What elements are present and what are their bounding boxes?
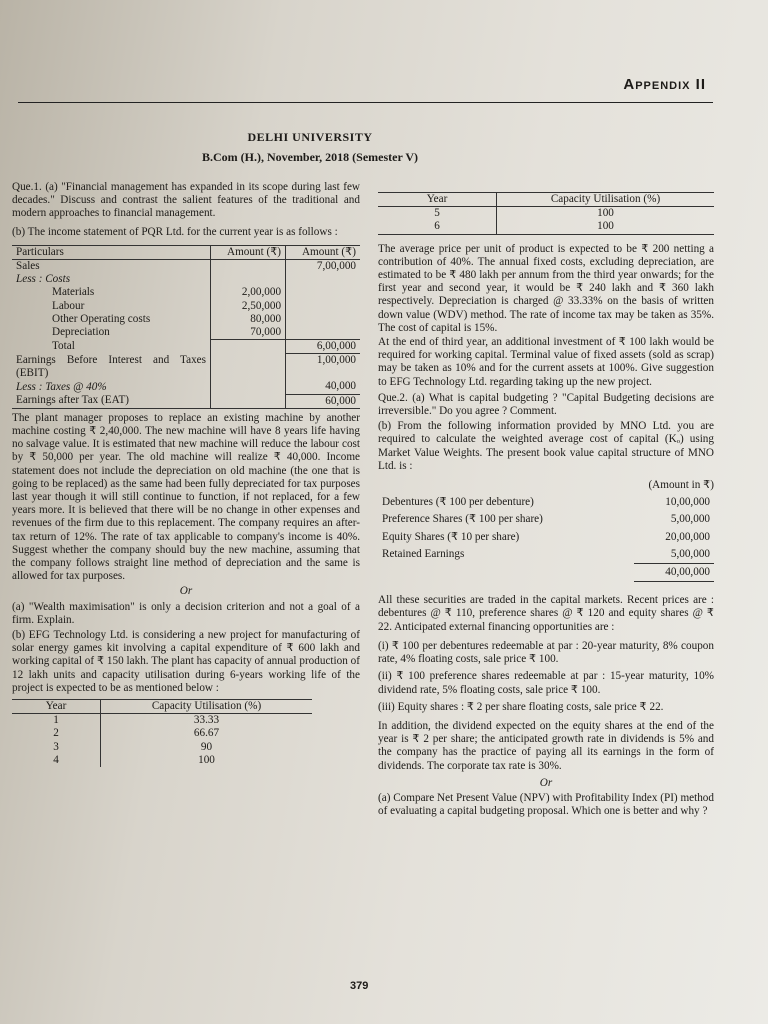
appendix-header: Appendix II xyxy=(623,76,706,93)
capital-structure-table xyxy=(378,494,714,582)
table-row: Earnings after Tax (EAT) 60,000 xyxy=(12,394,360,408)
table-header: Amount (₹) xyxy=(286,245,360,259)
table-row: Equity Shares (₹ 10 per share) 20,00,000 xyxy=(382,530,710,543)
q2-part-a: Que.2. (a) What is capital budgeting ? "Capital Budgeting decisions are irreversible." Do you agree ? Comment. xyxy=(378,391,714,418)
capacity-table-2 xyxy=(378,192,714,235)
q2-option-1: (i) ₹ 100 per debentures redeemable at par : 20-year maturity, 8% coupon rate, 4% floating costs, sale price ₹ 100. xyxy=(378,639,714,666)
table-row: Materials 2,00,000 xyxy=(12,286,360,299)
table-header: Year xyxy=(426,193,448,205)
q2-option-3: (iii) Equity shares : ₹ 2 per share floating costs, sale price ₹ 22. xyxy=(378,700,664,713)
table-header: Particulars xyxy=(16,245,64,258)
q1-part-b-text: The plant manager proposes to replace an existing machine by another machine costing ₹ 2,40,000. The new machine will have 8 years life having no salvage value. It is estimated that new machine will reduce the labour cost by ₹ 50,000 per year. The old machine will realize ₹ 40,000. Income statement does not include the depreciation on old machine (the one that is going to be replaced) as the same had been fully depreciated for tax purposes last year though it will still continue to function, if not replaced, for a few years more. It is believed that there will be no change in other expenses and revenues of the firm due to this replacement. The company requires an after-tax return of 12%. The rate of tax applicable to company's income is 40%. Suggest whether the company should buy the new machine, assuming that the company follows straight line method of depreciation and the same is allowed for tax purposes. xyxy=(12,411,360,583)
page-number: 379 xyxy=(350,980,369,992)
q1-right-text: The average price per unit of product is expected to be ₹ 200 netting a contribution of 40%. The annual fixed costs, excluding depreciation, are estimated to be ₹ 480 lakh per annum from the third year onwards; for the first year and second year, it would be ₹ 240 lakh and ₹ 360 lakh respectively. Depreciation is charged @ 33.33% on the basis of written down value (WDV) method. The rate of income tax may be taken as 35%. The cost of capital is 15%. xyxy=(378,242,714,334)
table-header: Capacity Utilisation (%) xyxy=(497,193,715,207)
table-header: Amount (₹) xyxy=(211,245,286,259)
exam-title: B.Com (H.), November, 2018 (Semester V) xyxy=(201,150,419,164)
table-row: Other Operating costs 80,000 xyxy=(12,313,360,326)
table-row: 5 100 xyxy=(378,207,714,221)
table-row: 6 100 xyxy=(378,220,714,234)
or-label: Or xyxy=(539,776,553,789)
q1-part-a: Que.1. (a) "Financial management has expanded in its scope during last few decades." Discuss and contrast the salient features of the traditional and modern approaches to financial management. xyxy=(12,181,360,220)
q2-dividend-text: In addition, the dividend expected on the equity shares at the end of the year is ₹ 2 per share; the anticipated growth rate in dividends is 5% and the company has the practice of paying all its earnings in the form of dividends. The corporate tax rate is 30%. xyxy=(378,719,714,772)
q2-option-2: (ii) ₹ 100 preference shares redeemable at par : 15-year maturity, 10% dividend rate, 5% floating costs, sale price ₹ 100. xyxy=(378,670,714,696)
table-header: Capacity Utilisation (%) xyxy=(101,700,313,714)
q1-alt-part-b: (b) EFG Technology Ltd. is considering a new project for manufacturing of solar energy games kit involving a capital expenditure of ₹ 600 lakh and working capital of ₹ 150 lakh. The plant has capacity of annual production of 12 lakh units and capacity utilisation during 6-years working life of the project is expected to be as mentioned below : xyxy=(12,629,360,694)
amount-heading: (Amount in ₹) xyxy=(648,479,714,492)
table-row: Debentures (₹ 100 per debenture) 10,00,000 xyxy=(382,496,710,509)
table-row: Less : Taxes @ 40% 40,000 xyxy=(12,380,360,394)
table-row: 40,00,000 xyxy=(378,564,714,582)
table-row: Total 6,00,000 xyxy=(12,340,360,354)
income-statement-table xyxy=(12,245,360,409)
table-row: 4 100 xyxy=(12,754,312,767)
header-rule xyxy=(18,102,713,103)
q1-right-text-2: At the end of third year, an additional investment of ₹ 100 lakh would be required for working capital. Terminal value of fixed assets (sold as scrap) may be taken as 10% and for the current assets at 100%. Give suggestion to EFG Technology Ltd. regarding taking up the new project. xyxy=(378,336,714,388)
table-row: Depreciation 70,000 xyxy=(12,326,360,340)
q1-alt-part-a: (a) "Wealth maximisation" is only a decision criterion and not a goal of a firm. Explain. xyxy=(12,600,360,626)
or-label: Or xyxy=(179,585,193,598)
q1-part-b-intro: (b) The income statement of PQR Ltd. for the current year is as follows : xyxy=(12,225,338,238)
capacity-table-1 xyxy=(12,699,312,767)
table-header: Year xyxy=(45,700,67,713)
right-column xyxy=(378,192,714,818)
q2-part-b: (b) From the following information provided by MNO Ltd. you are required to calculate the weighted average cost of capital (Kₒ) using Market Value Weights. The present book value capital structure of MNO Ltd. is : xyxy=(378,420,714,472)
table-row: 3 90 xyxy=(12,741,312,754)
university-title: DELHI UNIVERSITY xyxy=(247,130,373,144)
table-row: Labour 2,50,000 xyxy=(12,300,360,313)
q2-market-text: All these securities are traded in the capital markets. Recent prices are : debentures @ ₹ 110, preference shares @ ₹ 120 and equity shares @ ₹ 22. Anticipated external financing opportunities are : xyxy=(378,594,714,633)
table-row: 2 66.67 xyxy=(12,727,312,740)
table-row: Retained Earnings 5,00,000 xyxy=(378,546,714,564)
table-row: Sales 7,00,000 xyxy=(12,260,360,274)
q2-alt-part-a: (a) Compare Net Present Value (NPV) with Profitability Index (PI) method of evaluating a capital budgeting proposal. Which one is better and why ? xyxy=(378,791,714,818)
left-column xyxy=(12,181,360,767)
table-row: Less : Costs xyxy=(12,273,360,286)
table-row: 1 33.33 xyxy=(12,714,312,728)
table-row: Earnings Before Interest and Taxes (EBIT) 1,00,000 xyxy=(12,354,360,380)
table-row: Preference Shares (₹ 100 per share) 5,00,000 xyxy=(382,513,710,526)
